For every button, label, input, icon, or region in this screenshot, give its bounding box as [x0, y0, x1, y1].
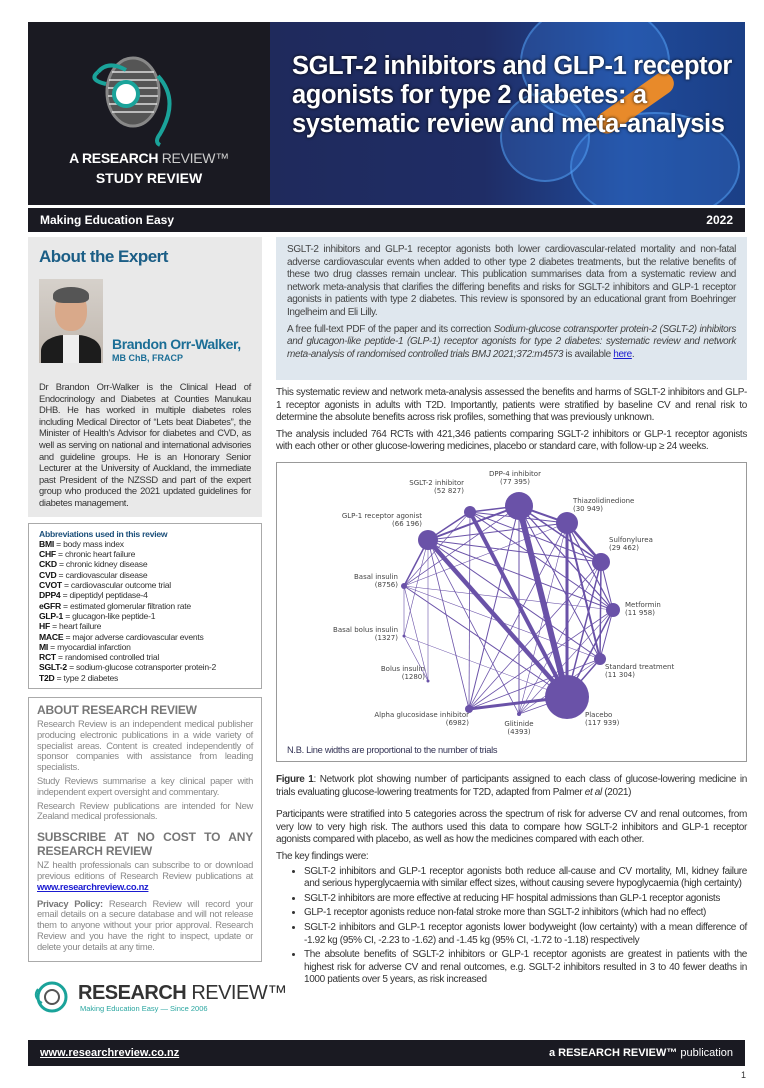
abbreviation-term: DPP4 [39, 590, 61, 601]
abbreviation-term: eGFR [39, 600, 61, 611]
abbreviation-item: GLP-1 = glucagon-like peptide-1 [39, 610, 156, 621]
abbreviation-definition: cardiovascular disease [65, 569, 148, 580]
left-column [28, 237, 262, 962]
node-label: Placebo [585, 710, 613, 719]
network-node [545, 675, 589, 719]
node-label: Sulfonylurea [609, 535, 653, 544]
abbreviation-definition: chronic kidney disease [65, 559, 148, 570]
abbreviation-item: MACE = major adverse cardiovascular events [39, 631, 204, 642]
abbreviation-definition: randomised controlled trial [64, 652, 160, 663]
header-banner [28, 22, 745, 205]
node-participants: (6982) [445, 718, 469, 727]
network-plot [277, 463, 748, 763]
caption-end: (2021) [601, 786, 632, 798]
paper-citation: Sodium-glucose cotransporter protein-2 (SGLT-2) inhibitors and glucagon-like peptide-1 (GLP-1) receptor agonists for type 2 diabetes: systematic review and network meta-analysis of randomised controlled trials BMJ 2021;372:m4573 [287, 323, 736, 360]
node-label: Thiazolidinedione [573, 496, 635, 505]
intro-paragraph: SGLT-2 inhibitors and GLP-1 receptor agonists both lower cardiovascular-related mortality and non-fatal adverse cardiovascular events when added to other type 2 diabetes treatments, but the relative benefits of these two drug classes remain unclear. This publication summarises data from a systematic review and network meta-analysis that clarifies the differing benefits and risks for SGLT-2 inhibitors and GLP-1 receptor agonists in patients with type 2 diabetes. This review is sponsored by an educational grant from Boehringer Ingelheim and Eli Lilly. [287, 244, 736, 318]
body-paragraph: The key findings were: [276, 850, 369, 862]
network-edge [469, 506, 519, 709]
expert-bio: Dr Brandon Orr-Walker is the Clinical Head of Endocrinology and Diabetes at Counties Manukau DHB. He has worked in multiple diabetes roles including Medical Director of “Lets beat Diabetes”, the Minister of Health’s Advisor for diabetes and CVD, as well as serving on national and international advisories and guideline groups. He is an Honorary Senior Lecturer at the University of Auckland, the immediate past President of the NZSSD and part of the expert group who produced the 2021 updated guidelines for diabetes management. [39, 381, 251, 508]
abbreviation-definition: dipeptidyl peptidase-4 [69, 590, 148, 601]
abbreviation-term: SGLT-2 [39, 662, 67, 673]
network-node [606, 603, 620, 617]
abbreviation-item: MI = myocardial infarction [39, 641, 131, 652]
abbreviation-term: CVOT [39, 580, 62, 591]
intro-text: is available [563, 348, 614, 360]
node-participants: (66 196) [392, 519, 422, 528]
page-title: SGLT-2 inhibitors and GLP-1 receptor agonists for type 2 diabetes: a systematic review and meta-analysis [292, 52, 732, 138]
abbreviation-item: T2D = type 2 diabetes [39, 672, 119, 683]
footer-pub-pre: a [548, 1047, 559, 1059]
intro-text: A free full-text PDF of the paper and its correction [287, 323, 494, 335]
figure-note: N.B. Line widths are proportional to the number of trials [287, 744, 498, 755]
page-number: 1 [740, 1070, 746, 1080]
abbreviation-item: BMI = body mass index [39, 538, 124, 549]
node-participants: (30 949) [573, 504, 603, 513]
node-participants: (8756) [374, 580, 398, 589]
node-participants: (52 827) [434, 486, 464, 495]
node-participants: (1327) [374, 633, 398, 642]
abbreviation-term: CKD [39, 559, 57, 570]
abbreviations-box [28, 523, 262, 689]
caption-text: : Network plot showing number of participants assigned to each class of glucose-lowering medicine in trials evaluating glucose-lowering treatments for T2D, adapted from Palmer [276, 773, 747, 798]
research-review-logo [32, 980, 287, 1016]
caption-italic: et al [584, 786, 602, 798]
title-panel [270, 22, 745, 205]
study-review-logo-icon [88, 50, 178, 150]
abbreviation-item: SGLT-2 = sodium-glucose cotransporter protein-2 [39, 662, 217, 673]
about-heading: ABOUT RESEARCH REVIEW [37, 702, 197, 717]
finding-item: • SGLT-2 inhibitors and GLP-1 receptor agonists both reduce all-cause and CV mortality, MI, kidney failure and serious hyperglycaemia with similar effect sizes, without causing severe hypoglycaemia (high certainty) [304, 866, 747, 891]
about-research-review-box [28, 697, 262, 962]
abbreviations-heading: Abbreviations used in this review [39, 528, 168, 539]
abbreviation-definition: heart failure [59, 621, 102, 632]
intro-text: . [631, 348, 635, 360]
tagline: Making Education Easy [40, 213, 175, 227]
abbreviation-term: BMI [39, 538, 55, 549]
abbreviation-definition: glucagon-like peptide-1 [72, 610, 156, 621]
privacy-label: Privacy Policy: [37, 897, 103, 909]
node-label: Metformin [625, 600, 661, 609]
abbreviation-item: CKD = chronic kidney disease [39, 559, 148, 570]
footer-publication [549, 1047, 733, 1059]
expert-heading: About the Expert [39, 247, 168, 266]
intro-box [276, 237, 747, 380]
logo-wordmark [78, 982, 287, 1004]
network-node [556, 512, 578, 534]
intro-paper-link-paragraph [287, 324, 736, 362]
year: 2022 [706, 213, 733, 227]
finding-item: • GLP-1 receptor agonists reduce non-fatal stroke more than SGLT-2 inhibitors (which had no effect) [304, 907, 747, 920]
right-column [276, 237, 747, 989]
network-edge [428, 540, 600, 659]
network-node [403, 634, 406, 637]
finding-item: • SGLT-2 inhibitors are more effective at reducing HF hospital admissions than GLP-1 receptor agonists [304, 893, 747, 906]
research-review-logo-icon [32, 980, 76, 1016]
caption-label: Figure 1 [276, 773, 314, 785]
node-participants: (117 939) [585, 718, 620, 727]
network-node [401, 583, 407, 589]
node-label: Standard treatment [605, 662, 675, 671]
node-participants: (4393) [507, 727, 531, 736]
tagline-band [28, 208, 745, 232]
node-label: Glitinide [504, 719, 534, 728]
body-text-bottom [276, 774, 747, 987]
network-edge [404, 586, 600, 659]
network-edge [600, 562, 601, 659]
node-label: DPP-4 inhibitor [489, 469, 541, 478]
expert-credentials: MB ChB, FRACP [112, 353, 183, 363]
brand-subtitle: STUDY REVIEW [95, 170, 203, 186]
node-label: GLP-1 receptor agonist [341, 511, 422, 520]
abbreviation-definition: major adverse cardiovascular events [72, 631, 204, 642]
network-node [427, 679, 430, 682]
privacy-policy [37, 899, 253, 953]
node-label: SGLT-2 inhibitor [409, 478, 464, 487]
logo-word-thin: REVIEW™ [191, 982, 287, 1004]
network-node [517, 712, 521, 716]
abbreviation-term: MI [39, 641, 49, 652]
footer-pub-brand: RESEARCH REVIEW™ [558, 1047, 678, 1059]
node-label: Basal insulin [354, 572, 398, 581]
abbreviation-item: CVD = cardiovascular disease [39, 569, 148, 580]
figure-caption [276, 774, 747, 799]
subscribe-heading: SUBSCRIBE AT NO COST TO ANY RESEARCH REVIEW [37, 830, 253, 859]
abbreviation-term: HF [39, 621, 50, 632]
abbreviation-item: CVOT = cardiovascular outcome trial [39, 580, 171, 591]
abbreviation-term: RCT [39, 652, 56, 663]
abbreviation-definition: sodium-glucose cotransporter protein-2 [76, 662, 217, 673]
expert-name: Brandon Orr-Walker, [112, 336, 241, 352]
about-text: Study Reviews summarise a key clinical paper with independent expert oversight and commentary. [37, 774, 253, 797]
abbreviation-definition: body mass index [63, 538, 124, 549]
abbreviation-term: CHF [39, 549, 56, 560]
logo-word-bold: RESEARCH [78, 982, 187, 1004]
about-text: Research Review publications are intended for New Zealand medical professionals. [37, 799, 253, 822]
body-paragraph: The analysis included 764 RCTs with 421,346 patients comparing SGLT-2 inhibitors or GLP-1 receptor agonists with each other or other glucose-lowering medicines, placebo or standard care, with follow-up ≥ 24 weeks. [276, 428, 747, 453]
logo-tagline: Making Education Easy — Since 2006 [80, 1004, 208, 1013]
privacy-text: Research Review will record your email details on a secure database and will not release them to anyone without your prior approval. Research Review and you have the right to inspect, update or delete your details at any time. [37, 897, 253, 952]
finding-item: • SGLT-2 inhibitors and GLP-1 receptor agonists lower bodyweight (low certainty) with a mean difference of -1.92 kg (95% CI, -2.23 to -1.62) and -1.45 kg (95% CI, -1.72 to -1.18) respectively [304, 922, 747, 947]
network-node [418, 530, 438, 550]
subscribe-text [37, 860, 253, 892]
brand-line [28, 150, 270, 166]
about-text: Research Review is an independent medical publisher producing electronic publications in a wide variety of specialist areas. Content is created independently of sponsor companies with assistance from leading specialists. [37, 717, 253, 773]
abbreviation-term: CVD [39, 569, 57, 580]
node-participants: (1280) [401, 672, 425, 681]
abbreviation-definition: cardiovascular outcome trial [70, 580, 171, 591]
body-paragraph: This systematic review and network meta-analysis assessed the benefits and harms of SGLT-2 inhibitors and GLP-1 receptor agonists in adults with T2D. Importantly, patients were stratified by baseline CV and renal risk to determine the absolute benefits across risk profiles, something that was previously unknown. [276, 387, 747, 424]
abbreviation-definition: estimated glomerular filtration rate [69, 600, 191, 611]
paper-here-link[interactable]: here [613, 348, 632, 360]
abbreviation-item: CHF = chronic heart failure [39, 549, 136, 560]
network-plot-figure [276, 462, 747, 762]
abbreviation-term: T2D [39, 672, 55, 683]
footer-band [28, 1040, 745, 1066]
footer-website-link[interactable]: www.researchreview.co.nz [40, 1047, 180, 1059]
node-label: Alpha glucosidase inhibitor [374, 710, 469, 719]
abbreviation-definition: myocardial infarction [57, 641, 131, 652]
body-paragraph: Participants were stratified into 5 categories across the spectrum of risk for adverse CV and renal outcomes, from very low to very high risk. The authors used this data to compare how SGLT-2 inhibitors and GLP-1 receptor agonists compared with placebo, as well as how the medicines compared with each other. [276, 809, 747, 846]
finding-item: • The absolute benefits of SGLT-2 inhibitors or GLP-1 receptor agonists are greatest in patients with the highest risk for adverse CV and renal outcomes, e.g. SGLT-2 inhibitors resulted in 3 to 40 fewer deaths in 1000 patients over 5 years, as risk increased [304, 949, 747, 987]
abbreviation-definition: type 2 diabetes [63, 672, 119, 683]
brand-thin: REVIEW™ [161, 150, 229, 166]
node-label: Basal bolus insulin [333, 625, 398, 634]
abbreviation-item: DPP4 = dipeptidyl peptidase-4 [39, 590, 148, 601]
abbreviation-term: GLP-1 [39, 610, 64, 621]
node-participants: (11 304) [605, 670, 635, 679]
network-node [464, 506, 476, 518]
body-text-top [276, 387, 747, 454]
subscribe-copy: NZ health professionals can subscribe to or download previous editions of Research Review publications at [37, 859, 253, 881]
node-label: Bolus insulin [380, 664, 425, 673]
abbreviation-item: RCT = randomised controlled trial [39, 652, 160, 663]
network-node [505, 492, 533, 520]
abbreviation-item: eGFR = estimated glomerular filtration rate [39, 600, 191, 611]
node-participants: (29 462) [609, 543, 639, 552]
abbreviations-list [39, 539, 251, 683]
node-participants: (77 395) [500, 477, 530, 486]
footer-pub-post: publication [677, 1047, 733, 1059]
abbreviation-definition: chronic heart failure [64, 549, 136, 560]
abbreviation-term: MACE [39, 631, 64, 642]
expert-photo [39, 279, 103, 363]
abbreviation-item: HF = heart failure [39, 621, 102, 632]
brand-bold: A RESEARCH [69, 150, 159, 166]
node-participants: (11 958) [625, 608, 655, 617]
key-findings-list [276, 866, 747, 987]
network-node [592, 553, 610, 571]
subscribe-link[interactable]: www.researchreview.co.nz [37, 880, 149, 892]
about-expert-panel [28, 237, 262, 517]
